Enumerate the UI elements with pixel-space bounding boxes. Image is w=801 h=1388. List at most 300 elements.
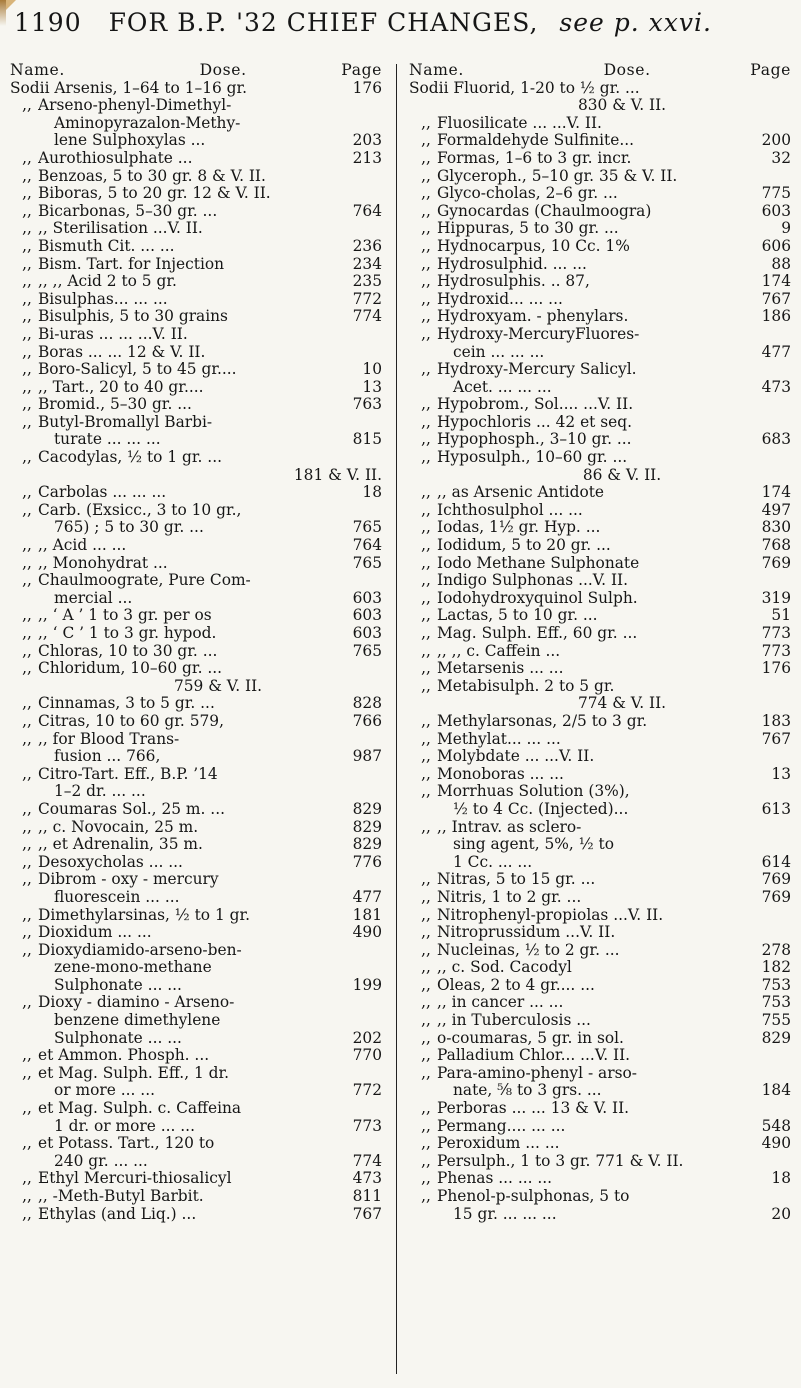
ditto-mark: ,, <box>22 659 32 678</box>
index-entry <box>10 326 382 344</box>
ditto-mark: ,, <box>22 905 32 924</box>
page-reference: 769 <box>761 870 791 889</box>
entry-line <box>409 959 791 977</box>
index-entry <box>10 168 382 186</box>
entry-text: ,, c. Sod. Cacodyl <box>437 959 572 977</box>
page-reference: 769 <box>761 553 791 572</box>
index-entry <box>409 168 791 186</box>
index-entry <box>409 590 791 608</box>
page-reference: 176 <box>761 659 791 678</box>
entry-text: Persulph., 1 to 3 gr. 771 & V. II. <box>437 1152 684 1170</box>
entry-line <box>409 1170 791 1188</box>
page-reference: 987 <box>352 747 382 766</box>
ditto-mark: ,, <box>421 201 431 220</box>
page-reference: 774 <box>352 1151 382 1170</box>
page-reference: 764 <box>352 201 382 220</box>
entry-line <box>409 994 791 1012</box>
entry-line <box>10 836 382 854</box>
index-entry <box>10 713 382 731</box>
ditto-mark: ,, <box>22 1134 32 1153</box>
page-reference: 765 <box>352 641 382 660</box>
entry-text: Hypophosph., 3–10 gr. ... <box>437 431 632 449</box>
ditto-mark: ,, <box>421 624 431 642</box>
index-entry <box>409 783 791 818</box>
entry-text: Formaldehyde Sulfinite... <box>437 132 635 150</box>
entry-line <box>409 555 791 573</box>
entry-text: Nitroprussidum ...V. II. <box>437 924 616 942</box>
page-reference: 776 <box>352 852 382 871</box>
entry-continuation-line <box>409 379 791 397</box>
entry-text: lene Sulphoxylas ... <box>54 132 206 150</box>
index-entry <box>409 572 791 590</box>
entry-text: 765) ; 5 to 30 gr. ... <box>54 519 204 537</box>
index-entry <box>10 854 382 872</box>
entry-text: Iodas, 1½ gr. Hyp. ... <box>437 519 601 537</box>
entry-line <box>409 1100 791 1118</box>
entry-continuation-line <box>10 467 382 485</box>
ditto-mark: ,, <box>421 289 431 308</box>
page-reference: 755 <box>761 1011 791 1030</box>
entry-line <box>10 484 382 502</box>
index-entry <box>10 256 382 274</box>
ditto-mark: ,, <box>421 131 431 150</box>
entry-text: Palladium Chlor... ...V. II. <box>437 1047 631 1065</box>
page-reference: 236 <box>352 236 382 255</box>
ditto-mark: ,, <box>22 342 32 361</box>
index-entry <box>409 660 791 678</box>
entry-line <box>10 308 382 326</box>
entry-continuation-line <box>10 1118 382 1136</box>
entry-line <box>409 748 791 766</box>
ditto-mark: ,, <box>22 817 32 836</box>
entry-continuation-line <box>10 1012 382 1030</box>
ditto-mark: ,, <box>22 940 32 959</box>
page-reference: 183 <box>761 711 791 730</box>
page-reference: 829 <box>352 817 382 836</box>
entry-continuation-line <box>409 1082 791 1100</box>
entry-text: 15 gr. ... ... ... <box>453 1205 557 1223</box>
ditto-mark: ,, <box>421 571 431 590</box>
entry-text: ,, Tart., 20 to 40 gr.... <box>38 378 204 396</box>
page-reference: 202 <box>352 1028 382 1047</box>
page-reference: 18 <box>771 1169 791 1188</box>
entry-text: 774 & V. II. <box>577 695 667 713</box>
entry-text: Nitras, 5 to 15 gr. ... <box>437 871 596 889</box>
entry-text: o-coumaras, 5 gr. in sol. <box>437 1029 624 1047</box>
entry-line <box>10 396 382 414</box>
index-entry <box>409 959 791 977</box>
entry-text: 181 & V. II. <box>293 466 382 484</box>
header-page: Page <box>341 61 382 79</box>
entry-line <box>409 660 791 678</box>
index-entry <box>10 994 382 1047</box>
index-entry <box>409 203 791 221</box>
page-reference: 603 <box>761 201 791 220</box>
ditto-mark: ,, <box>421 184 431 203</box>
column-divider <box>396 64 397 1374</box>
entry-text: Carb. (Exsicc., 3 to 10 gr., <box>38 501 242 519</box>
entry-text: Hydroxyam. - phenylars. <box>437 308 629 326</box>
ditto-mark: ,, <box>421 817 431 836</box>
entry-line <box>409 907 791 925</box>
entry-line <box>409 977 791 995</box>
entry-continuation-line <box>10 590 382 608</box>
page-reference: 490 <box>761 1134 791 1153</box>
page-reference: 490 <box>352 923 382 942</box>
index-entry <box>409 132 791 150</box>
page-reference: 477 <box>352 887 382 906</box>
page-reference: 765 <box>352 553 382 572</box>
index-entry <box>10 907 382 925</box>
entry-text: Boras ... ... 12 & V. II. <box>38 343 206 361</box>
entry-line <box>10 660 382 678</box>
entry-line <box>10 801 382 819</box>
index-entry <box>409 555 791 573</box>
index-entry <box>409 1188 791 1223</box>
page-reference: 278 <box>761 940 791 959</box>
entry-line <box>10 326 382 344</box>
entry-text: or more ... ... <box>54 1082 155 1100</box>
entry-text: Bisulphas... ... ... <box>38 290 168 308</box>
ditto-mark: ,, <box>22 395 32 414</box>
entry-line <box>409 713 791 731</box>
entry-text: Nucleinas, ½ to 2 gr. ... <box>437 941 620 959</box>
entry-line <box>409 431 791 449</box>
entry-text: mercial ... <box>54 589 133 607</box>
index-entry <box>10 414 382 449</box>
ditto-mark: ,, <box>421 518 431 537</box>
page-reference: 184 <box>761 1081 791 1100</box>
ditto-mark: ,, <box>421 606 431 625</box>
ditto-mark: ,, <box>421 395 431 414</box>
index-entry <box>10 1206 382 1224</box>
left-entries <box>10 80 382 1224</box>
ditto-mark: ,, <box>421 148 431 167</box>
entry-text: 1–2 dr. ... ... <box>54 783 146 801</box>
ditto-mark: ,, <box>22 571 32 590</box>
ditto-mark: ,, <box>22 641 32 660</box>
index-entry <box>409 1047 791 1065</box>
ditto-mark: ,, <box>421 975 431 994</box>
ditto-mark: ,, <box>22 1187 32 1205</box>
entry-text: Acet. ... ... ... <box>453 378 552 396</box>
index-entry <box>409 924 791 942</box>
index-entry <box>10 150 382 168</box>
ditto-mark: ,, <box>22 412 32 431</box>
index-entry <box>10 484 382 502</box>
ditto-mark: ,, <box>22 236 32 255</box>
page-reference: 319 <box>761 588 791 607</box>
ditto-mark: ,, <box>421 711 431 730</box>
entry-line <box>409 1030 791 1048</box>
index-entry <box>10 238 382 256</box>
index-entry <box>409 643 791 661</box>
index-entry <box>10 625 382 643</box>
entry-line <box>10 766 382 784</box>
index-entry <box>409 1012 791 1030</box>
page-reference: 18 <box>362 483 382 502</box>
entry-text: Dioxydiamido-arseno-ben- <box>38 941 242 959</box>
entry-line <box>409 942 791 960</box>
running-title-reference: see p. xxvi. <box>559 8 712 37</box>
index-entry <box>409 238 791 256</box>
entry-continuation-line <box>409 695 791 713</box>
index-entry <box>409 942 791 960</box>
page-reference: 473 <box>761 377 791 396</box>
page-reference: 767 <box>761 289 791 308</box>
entry-line <box>10 555 382 573</box>
index-entry <box>10 1047 382 1065</box>
ditto-mark: ,, <box>22 289 32 308</box>
entry-text: Carbolas ... ... ... <box>38 484 167 502</box>
entry-text: Hydrosulphid. ... ... <box>437 255 587 273</box>
ditto-mark: ,, <box>421 430 431 449</box>
index-entry <box>10 220 382 238</box>
page-reference: 830 <box>761 518 791 537</box>
page-reference: 13 <box>362 377 382 396</box>
entry-text: ,, ,, c. Caffein ... <box>437 642 561 660</box>
entry-text: Hydroxy-Mercury Salicyl. <box>437 361 637 379</box>
index-entry <box>10 1065 382 1100</box>
entry-text: Formas, 1–6 to 3 gr. incr. <box>437 149 632 167</box>
ditto-mark: ,, <box>421 923 431 942</box>
page-reference: 477 <box>761 342 791 361</box>
entry-line <box>409 1153 791 1171</box>
entry-text: Butyl-Bromallyl Barbi- <box>38 413 213 431</box>
ditto-mark: ,, <box>22 624 32 642</box>
ditto-mark: ,, <box>22 254 32 273</box>
index-entry <box>409 607 791 625</box>
index-entry <box>409 220 791 238</box>
entry-text: Bicarbonas, 5–30 gr. ... <box>38 202 218 220</box>
entry-line <box>10 238 382 256</box>
entry-line <box>10 414 382 432</box>
index-entry <box>409 396 791 414</box>
page-reference: 767 <box>761 729 791 748</box>
entry-line <box>409 396 791 414</box>
entry-text: 759 & V. II. <box>173 677 263 695</box>
entry-text: ½ to 4 Cc. (Injected)... <box>453 800 629 818</box>
entry-line <box>409 537 791 555</box>
page-reference: 753 <box>761 993 791 1012</box>
index-entry <box>10 185 382 203</box>
entry-line <box>409 168 791 186</box>
page-reference: 815 <box>352 430 382 449</box>
ditto-mark: ,, <box>421 887 431 906</box>
page-reference: 200 <box>761 131 791 150</box>
index-entry <box>10 607 382 625</box>
ditto-mark: ,, <box>421 113 431 132</box>
index-entry <box>409 150 791 168</box>
page-reference: 766 <box>352 711 382 730</box>
index-entry <box>10 942 382 995</box>
entry-line <box>409 783 791 801</box>
index-entry <box>409 871 791 889</box>
entry-text: Iodidum, 5 to 20 gr. ... <box>437 537 611 555</box>
index-entry <box>409 977 791 995</box>
entry-line <box>409 590 791 608</box>
entry-line <box>10 502 382 520</box>
entry-line <box>10 273 382 291</box>
ditto-mark: ,, <box>421 500 431 519</box>
entry-line <box>409 502 791 520</box>
entry-line <box>10 1047 382 1065</box>
entry-text: Hydroxy-MercuryFluores- <box>437 325 640 343</box>
entry-text: Arseno-phenyl-Dimethyl- <box>38 97 232 115</box>
entry-text: Mag. Sulph. Eff., 60 gr. ... <box>437 625 638 642</box>
ditto-mark: ,, <box>22 1046 32 1065</box>
ditto-mark: ,, <box>421 1099 431 1118</box>
index-entry <box>409 308 791 326</box>
index-entry <box>409 1118 791 1136</box>
page-reference: 773 <box>761 641 791 660</box>
index-entry <box>10 555 382 573</box>
entry-text: Dioxidum ... ... <box>38 924 152 942</box>
entry-line <box>409 678 791 696</box>
entry-line <box>10 1100 382 1118</box>
page-reference: 767 <box>352 1204 382 1223</box>
page-reference: 88 <box>771 254 791 273</box>
page-reference: 775 <box>761 184 791 203</box>
right-column <box>409 62 791 1223</box>
entry-line <box>409 185 791 203</box>
entry-text: Indigo Sulphonas ...V. II. <box>437 572 628 590</box>
page-header <box>14 8 784 37</box>
entry-text: Sulphonate ... ... <box>54 1029 182 1047</box>
page-reference: 548 <box>761 1116 791 1135</box>
index-entry <box>10 291 382 309</box>
entry-line <box>10 203 382 221</box>
ditto-mark: ,, <box>22 448 32 467</box>
entry-text: Monoboras ... ... <box>437 765 564 783</box>
entry-text: Dibrom - oxy - mercury <box>38 871 219 889</box>
entry-line <box>10 379 382 397</box>
entry-line <box>10 220 382 238</box>
page-reference: 772 <box>352 289 382 308</box>
entry-line <box>409 238 791 256</box>
entry-continuation-line <box>10 748 382 766</box>
entry-continuation-line <box>409 854 791 872</box>
entry-continuation-line <box>409 836 791 854</box>
ditto-mark: ,, <box>22 923 32 942</box>
ditto-mark: ,, <box>421 324 431 343</box>
entry-line <box>10 1065 382 1083</box>
entry-text: ,, in Tuberculosis ... <box>437 1012 591 1030</box>
index-entry <box>409 1135 791 1153</box>
index-entry <box>409 889 791 907</box>
index-entry <box>10 801 382 819</box>
entry-line <box>10 994 382 1012</box>
ditto-mark: ,, <box>22 799 32 818</box>
entry-line <box>409 871 791 889</box>
entry-text: ,, c. Novocain, 25 m. <box>38 818 199 836</box>
page-reference: 772 <box>352 1081 382 1100</box>
index-entry <box>409 431 791 449</box>
entry-line <box>10 1206 382 1224</box>
entry-text: Lactas, 5 to 10 gr. ... <box>437 607 598 625</box>
entry-line <box>409 449 791 467</box>
page-reference: 770 <box>352 1046 382 1065</box>
entry-line <box>10 150 382 168</box>
ditto-mark: ,, <box>421 219 431 238</box>
entry-text: Hydnocarpus, 10 Cc. 1% <box>437 237 630 255</box>
ditto-mark: ,, <box>421 272 431 291</box>
ditto-mark: ,, <box>22 272 32 291</box>
entry-text: Perboras ... ... 13 & V. II. <box>437 1100 630 1118</box>
ditto-mark: ,, <box>421 1187 431 1205</box>
entry-line <box>10 907 382 925</box>
ditto-mark: ,, <box>421 870 431 889</box>
index-entry <box>10 97 382 150</box>
entry-line <box>10 819 382 837</box>
entry-line <box>409 572 791 590</box>
page-reference: 176 <box>352 78 382 97</box>
index-entry <box>10 695 382 713</box>
page-reference: 828 <box>352 694 382 713</box>
entry-text: Aminopyrazalon-Methy- <box>54 114 241 132</box>
entry-line <box>10 713 382 731</box>
index-entry <box>409 678 791 713</box>
page-edge-shadow <box>0 0 6 26</box>
entry-text: Hippuras, 5 to 30 gr. ... <box>437 220 619 238</box>
entry-text: Molybdate ... ...V. II. <box>437 748 595 766</box>
index-entry <box>10 344 382 362</box>
entry-continuation-line <box>409 97 791 115</box>
ditto-mark: ,, <box>22 606 32 625</box>
entry-text: Peroxidum ... ... <box>437 1135 560 1153</box>
index-entry <box>409 256 791 274</box>
entry-continuation-line <box>10 519 382 537</box>
index-entry <box>409 748 791 766</box>
entry-text: Chloras, 10 to 30 gr. ... <box>38 642 218 660</box>
entry-line <box>10 449 382 467</box>
right-entries <box>409 80 791 1224</box>
entry-text: Fluosilicate ... ...V. II. <box>437 114 602 132</box>
entry-text: Metarsenis ... ... <box>437 660 564 678</box>
entry-text: Methylat... ... ... <box>437 730 561 748</box>
entry-continuation-line <box>10 431 382 449</box>
entry-line <box>409 150 791 168</box>
entry-line <box>409 1012 791 1030</box>
ditto-mark: ,, <box>421 166 431 185</box>
page-reference: 10 <box>362 360 382 379</box>
ditto-mark: ,, <box>22 201 32 220</box>
entry-line <box>10 572 382 590</box>
ditto-mark: ,, <box>22 993 32 1012</box>
entry-line <box>10 256 382 274</box>
ditto-mark: ,, <box>421 747 431 766</box>
entry-text: 1 dr. or more ... ... <box>54 1117 195 1135</box>
index-entry <box>409 819 791 872</box>
entry-continuation-line <box>409 1206 791 1224</box>
entry-text: Ethyl Mercuri-thiosalicyl <box>38 1170 232 1188</box>
page-reference: 213 <box>352 148 382 167</box>
entry-text: Chaulmoograte, Pure Com- <box>38 572 251 590</box>
ditto-mark: ,, <box>22 500 32 519</box>
ditto-mark: ,, <box>421 659 431 678</box>
entry-text: 240 gr. ... ... <box>54 1152 148 1170</box>
entry-continuation-line <box>409 467 791 485</box>
page-reference: 829 <box>352 835 382 854</box>
page-reference: 603 <box>352 624 382 642</box>
page-reference: 768 <box>761 536 791 555</box>
entry-text: Aurothiosulphate ... <box>38 149 193 167</box>
entry-line <box>10 168 382 186</box>
index-entry <box>409 625 791 643</box>
page-reference: 473 <box>352 1169 382 1188</box>
entry-line <box>10 854 382 872</box>
page-reference: 181 <box>352 905 382 924</box>
